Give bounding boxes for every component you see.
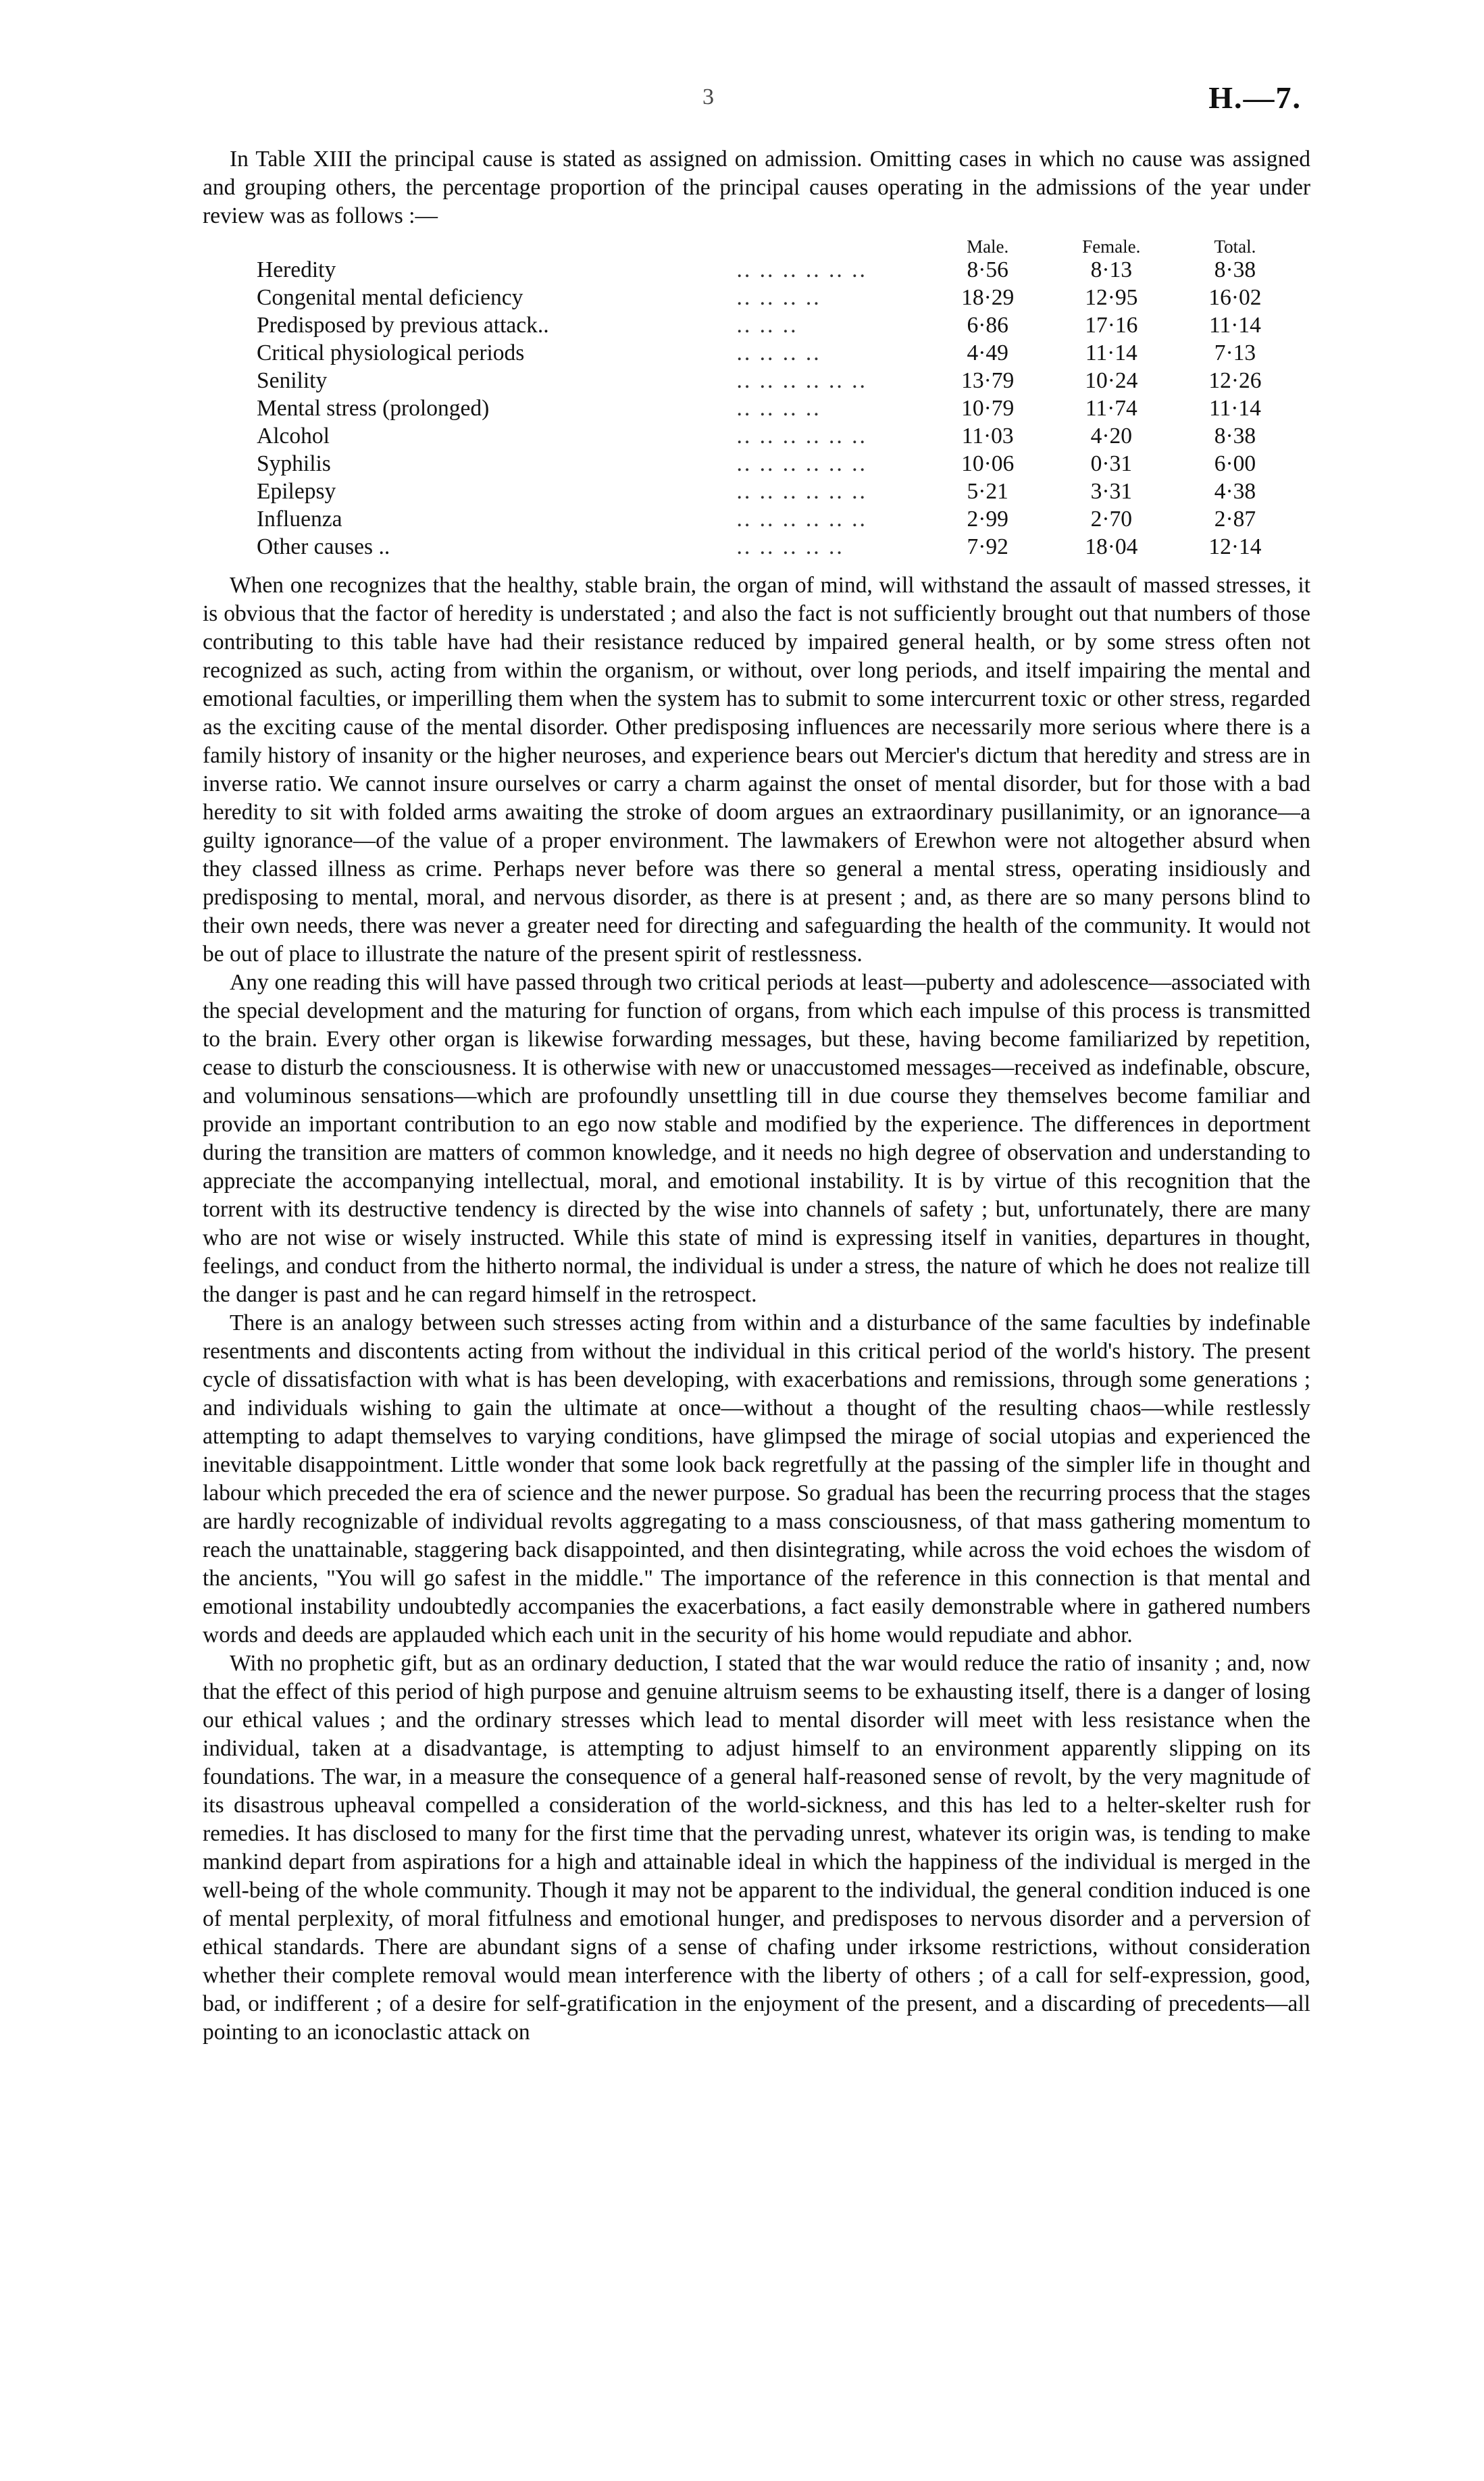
total-value: 12·26 xyxy=(1208,368,1262,393)
cause-label: Predisposed by previous attack.. xyxy=(257,313,549,338)
cause-label: Influenza xyxy=(257,507,342,532)
female-value: 11·74 xyxy=(1085,396,1137,421)
cause-label: Alcohol xyxy=(257,424,330,449)
table-row xyxy=(257,284,1297,311)
cause-label: Mental stress (prolonged) xyxy=(257,396,490,421)
total-value: 11·14 xyxy=(1208,313,1261,338)
cause-label: Critical physiological periods xyxy=(257,340,525,365)
leader-dots: .. .. .. .. .. .. xyxy=(736,479,867,504)
male-value: 10·79 xyxy=(961,396,1015,421)
leader-dots: .. .. .. .. .. .. xyxy=(736,424,867,449)
female-value: 18·04 xyxy=(1085,534,1138,559)
total-value: 16·02 xyxy=(1208,285,1262,310)
male-value: 6·86 xyxy=(967,313,1008,338)
table-row xyxy=(257,478,1297,505)
table-row xyxy=(257,450,1297,478)
page-body xyxy=(203,145,1310,2047)
body-paragraph-heredity: When one recognizes that the healthy, stable brain, the organ of mind, will withstand the assault of massed stresses, it is obvious that the factor of heredity is understated ; and also the fact is not sufficiently brought out that numbers of those contributing to this table have had their resistance reduced by impaired general health, or by some stress often not recognized as such, acting from within the organism, or without, over long periods, and itself impairing the mental and emotional faculties, or imperilling them when the system has to submit to some intercurrent toxic or other stress, regarded as the exciting cause of the mental disorder. Other predisposing influences are necessarily more serious where there is a family history of insanity or the higher neuroses, and experience bears out Mercier's dictum that heredity and stress are in inverse ratio. We cannot insure ourselves or carry a charm against the onset of mental disorder, but for those with a bad heredity to sit with folded arms awaiting the stroke of doom argues an extraordinary pusillanimity, or an ignorance—a guilty ignorance—of the value of a proper environment. The lawmakers of Erewhon were not altogether absurd when they classed illness as crime. Perhaps never before was there so general a mental stress, operating insidiously and predisposing to mental, moral, and nervous disorder, as there is at present ; and, as there are so many persons blind to their own needs, there was never a greater need for directing and safeguarding the health of the community. It would not be out of place to illustrate the nature of the present spirit of restlessness. xyxy=(203,573,1310,967)
leader-dots: .. .. .. .. xyxy=(736,396,821,421)
male-value: 10·06 xyxy=(961,451,1015,476)
table-row xyxy=(257,367,1297,394)
female-value: 12·95 xyxy=(1085,285,1138,310)
leader-dots: .. .. .. .. xyxy=(736,285,821,310)
table-row xyxy=(257,533,1297,561)
intro-paragraph: In Table XIII the principal cause is stated as assigned on admission. Omitting cases in which no cause was assigned and grouping others, the percentage proportion of the principal causes operating in the admissions of the year under review was as follows :— xyxy=(203,147,1310,228)
female-value: 11·14 xyxy=(1085,340,1137,365)
total-value: 8·38 xyxy=(1214,257,1256,282)
body-paragraph-analogy: There is an analogy between such stresses acting from within and a disturbance of the same faculties by indefinable resentments and discontents acting from without the individual in this critical period of the world's history. The present cycle of dissatisfaction with what is has been developing, with exacerbations and remissions, through some generations ; and individuals wishing to gain the ultimate at once—without a thought of the resulting chaos—while restlessly attempting to adapt themselves to varying conditions, have glimpsed the mirage of social utopias and experienced the inevitable disappointment. Little wonder that some look back regretfully at the passing of the simpler life in thought and labour which preceded the era of science and the newer purpose. So gradual has been the recurring process that the stages are hardly recognizable of individual revolts aggregating to a mass consciousness, of that mass gathering momentum to reach the unattainable, staggering back disappointed, and then disintegrating, while across the void echoes the wisdom of the ancients, "You will go safest in the middle." The importance of the reference in this connection is that mental and emotional instability undoubtedly accompanies the exacerbations, a fact easily demonstrable where in gathered numbers words and deeds are applauded which each unit in the security of his home would repudiate and abhor. xyxy=(203,1310,1310,1647)
male-value: 13·79 xyxy=(961,368,1015,393)
table-row xyxy=(257,394,1297,422)
causes-table xyxy=(257,237,1297,561)
male-value: 7·92 xyxy=(967,534,1008,559)
total-value: 12·14 xyxy=(1208,534,1262,559)
female-value: 10·24 xyxy=(1085,368,1138,393)
leader-dots: .. .. .. .. xyxy=(736,340,821,365)
causes-table-wrapper xyxy=(257,237,1297,561)
total-value: 7·13 xyxy=(1214,340,1256,365)
page-number: 3 xyxy=(702,84,714,109)
table-header-row xyxy=(257,237,1297,256)
body-paragraph-war: With no prophetic gift, but as an ordinary deduction, I stated that the war would reduce the ratio of insanity ; and, now that the effect of this period of high purpose and genuine altruism seems to be exhausting itself, there is a danger of losing our ethical values ; and the ordinary stresses which lead to mental disorder will meet with less resistance when the individual, taken at a disadvantage, is attempting to adjust himself to an environment apparently slipping on its foundations. The war, in a measure the consequence of a general half-reasoned sense of revolt, by the very magnitude of its disastrous upheaval compelled a consideration of the world-sickness, and this has led to a helter-skelter rush for remedies. It has disclosed to many for the first time that the pervading unrest, whatever its origin was, is tending to make mankind depart from aspirations for a high and attainable ideal in which the happiness of the individual is merged in the well-being of the whole community. Though it may not be apparent to the individual, the general condition induced is one of mental perplexity, of moral fitfulness and emotional hunger, and predisposes to nervous disorder and a perversion of ethical standards. There are abundant signs of a sense of chafing under irksome restrictions, without consideration whether their complete removal would mean interference with the liberty of others ; of a call for self-expression, good, bad, or indifferent ; of a desire for self-gratification in the enjoyment of the present, and a discarding of precedents—all pointing to an iconoclastic attack on xyxy=(203,1651,1310,2045)
female-value: 8·13 xyxy=(1090,257,1132,282)
cause-label: Congenital mental deficiency xyxy=(257,285,523,310)
total-value: 6·00 xyxy=(1214,451,1256,476)
total-value: 4·38 xyxy=(1214,479,1256,504)
leader-dots: .. .. .. .. .. .. xyxy=(736,507,867,532)
male-value: 11·03 xyxy=(961,424,1014,449)
cause-label: Heredity xyxy=(257,257,336,282)
leader-dots: .. .. .. .. .. xyxy=(736,534,844,559)
column-header-male: Male. xyxy=(967,236,1009,257)
female-value: 3·31 xyxy=(1090,479,1132,504)
cause-label: Epilepsy xyxy=(257,479,336,504)
cause-label: Senility xyxy=(257,368,328,393)
column-header-total: Total. xyxy=(1214,236,1256,257)
female-value: 4·20 xyxy=(1090,424,1132,449)
body-paragraph-critical-periods: Any one reading this will have passed through two critical periods at least—puberty and adolescence—associated with the special development and the maturing for function of organs, from which each impulse of this process is transmitted to the brain. Every other organ is likewise forwarding messages, but these, having become familiarized by repetition, cease to disturb the consciousness. It is otherwise with new or unaccustomed messages—received as indefinable, obscure, and voluminous sensations—which are profoundly unsettling till in due course they themselves become familiar and provide an important contribution to an ego now stable and modified by the experience. The differences in deportment during the transition are matters of common knowledge, and it needs no high degree of observation and understanding to appreciate the accompanying intellectual, moral, and emotional instability. It is by virtue of this recognition that the torrent with its destructive tendency is directed by the wise into channels of safety ; but, unfortunately, there are many who are not wise or wisely instructed. While this state of mind is expressing itself in vanities, departures in thought, feelings, and conduct from the hitherto normal, the individual is under a stress, the nature of which he does not realize till the danger is past and he can regard himself in the retrospect. xyxy=(203,970,1310,1307)
female-value: 0·31 xyxy=(1090,451,1132,476)
leader-dots: .. .. .. .. .. .. xyxy=(736,451,867,476)
male-value: 18·29 xyxy=(961,285,1015,310)
table-row xyxy=(257,339,1297,367)
male-value: 2·99 xyxy=(967,507,1008,532)
cause-label: Syphilis xyxy=(257,451,331,476)
table-row xyxy=(257,505,1297,533)
female-value: 17·16 xyxy=(1085,313,1138,338)
male-value: 5·21 xyxy=(967,479,1008,504)
table-row xyxy=(257,311,1297,339)
table-row xyxy=(257,422,1297,450)
document-reference: H.—7. xyxy=(1208,80,1302,115)
leader-dots: .. .. .. .. .. .. xyxy=(736,257,867,282)
total-value: 2·87 xyxy=(1214,507,1256,532)
leader-dots: .. .. .. .. .. .. xyxy=(736,368,867,393)
table-row xyxy=(257,256,1297,284)
female-value: 2·70 xyxy=(1090,507,1132,532)
column-header-female: Female. xyxy=(1082,236,1141,257)
total-value: 11·14 xyxy=(1208,396,1261,421)
cause-label: Other causes .. xyxy=(257,534,390,559)
male-value: 4·49 xyxy=(967,340,1008,365)
leader-dots: .. .. .. xyxy=(736,313,798,338)
male-value: 8·56 xyxy=(967,257,1008,282)
total-value: 8·38 xyxy=(1214,424,1256,449)
